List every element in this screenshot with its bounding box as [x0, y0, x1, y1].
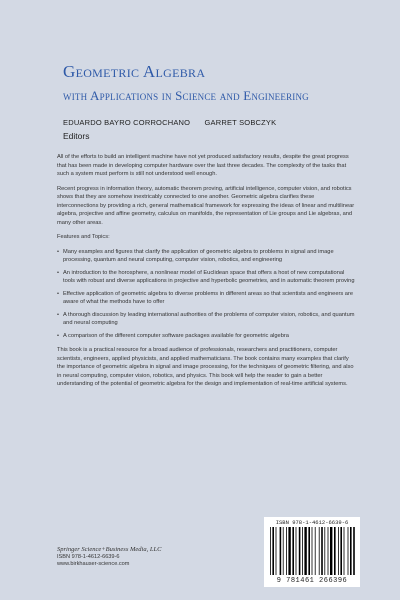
description-body	[57, 153, 357, 395]
features-list	[57, 248, 357, 341]
features-heading: Features and Topics:	[57, 234, 110, 240]
list-item: • A comparison of the different computer software packages available for geometric algebra	[57, 332, 357, 341]
barcode-icon	[268, 527, 356, 577]
list-item: • A thorough discussion by leading international authorities of the problems of computer vision, robotics, and quantum and neural computing	[57, 311, 357, 328]
editor-name: EDUARDO BAYRO CORROCHANO	[63, 118, 191, 127]
editor-name: GARRET SOBCZYK	[204, 118, 277, 127]
paragraph: Recent progress in information theory, automatic theorem proving, artificial intelligence, computer vision, and robotics shows that they are somehow inextricably connected to one another. Geometric algebra clarifies these interconnections by providing a rich, general mathematical framework for expressing the ideas of linear and multilinear algebra, projective and affine geometry, calculus on manifolds, the representation of Lie groups and Lie algebras, and many other areas.	[57, 185, 355, 226]
editor-names	[63, 118, 288, 127]
editors-label: Editors	[63, 131, 90, 141]
barcode-isbn: ISBN 978-1-4612-6639-6	[275, 519, 349, 526]
list-item: • Many examples and figures that clarify the application of geometric algebra to problems in signal and image processing, quantum and neural computing, computer vision, robotics, and engineering	[57, 248, 357, 265]
publisher-info	[57, 546, 161, 569]
list-item: • An introduction to the horosphere, a nonlinear model of Euclidean space that offers a host of new computational tools with robust and diverse applications in projective and hyperbolic geometries, and in automatic theorem proving	[57, 269, 357, 286]
publisher-isbn: ISBN 978-1-4612-6639-6	[57, 553, 120, 560]
book-title: Geometric Algebra	[63, 62, 206, 81]
paragraph: This book is a practical resource for a broad audience of professionals, researchers and practitioners, computer scientists, engineers, applied physicists, and applied mathematicians. The book contains many examples that clarify the importance of geometric algebra in signal and image processing, for the techniques of geometric filtering, and also in neural computing, computer vision, robotics, and physics. This book will help the reader to gain a better understanding of the potential of geometric algebra for the design and implementation of real-time artificial systems.	[57, 347, 354, 387]
publisher-url: www.birkhauser-science.com	[57, 561, 130, 567]
list-item: • Effective application of geometric algebra to diverse problems in different areas so that scientists and engineers are aware of what the methods have to offer	[57, 290, 357, 307]
barcode-block	[264, 517, 360, 587]
book-subtitle: with Applications in Science and Engineering	[63, 88, 309, 103]
paragraph: All of the efforts to build an intelligent machine have not yet produced satisfactory results, despite the great progress that has been made in developing computer hardware over the last three decades. The complexity of the tasks that such a system must perform is still not understood well enough.	[57, 154, 349, 177]
barcode-number: 9 781461 266396	[276, 577, 348, 585]
publisher-name: Springer Science+Business Media, LLC	[57, 546, 162, 553]
